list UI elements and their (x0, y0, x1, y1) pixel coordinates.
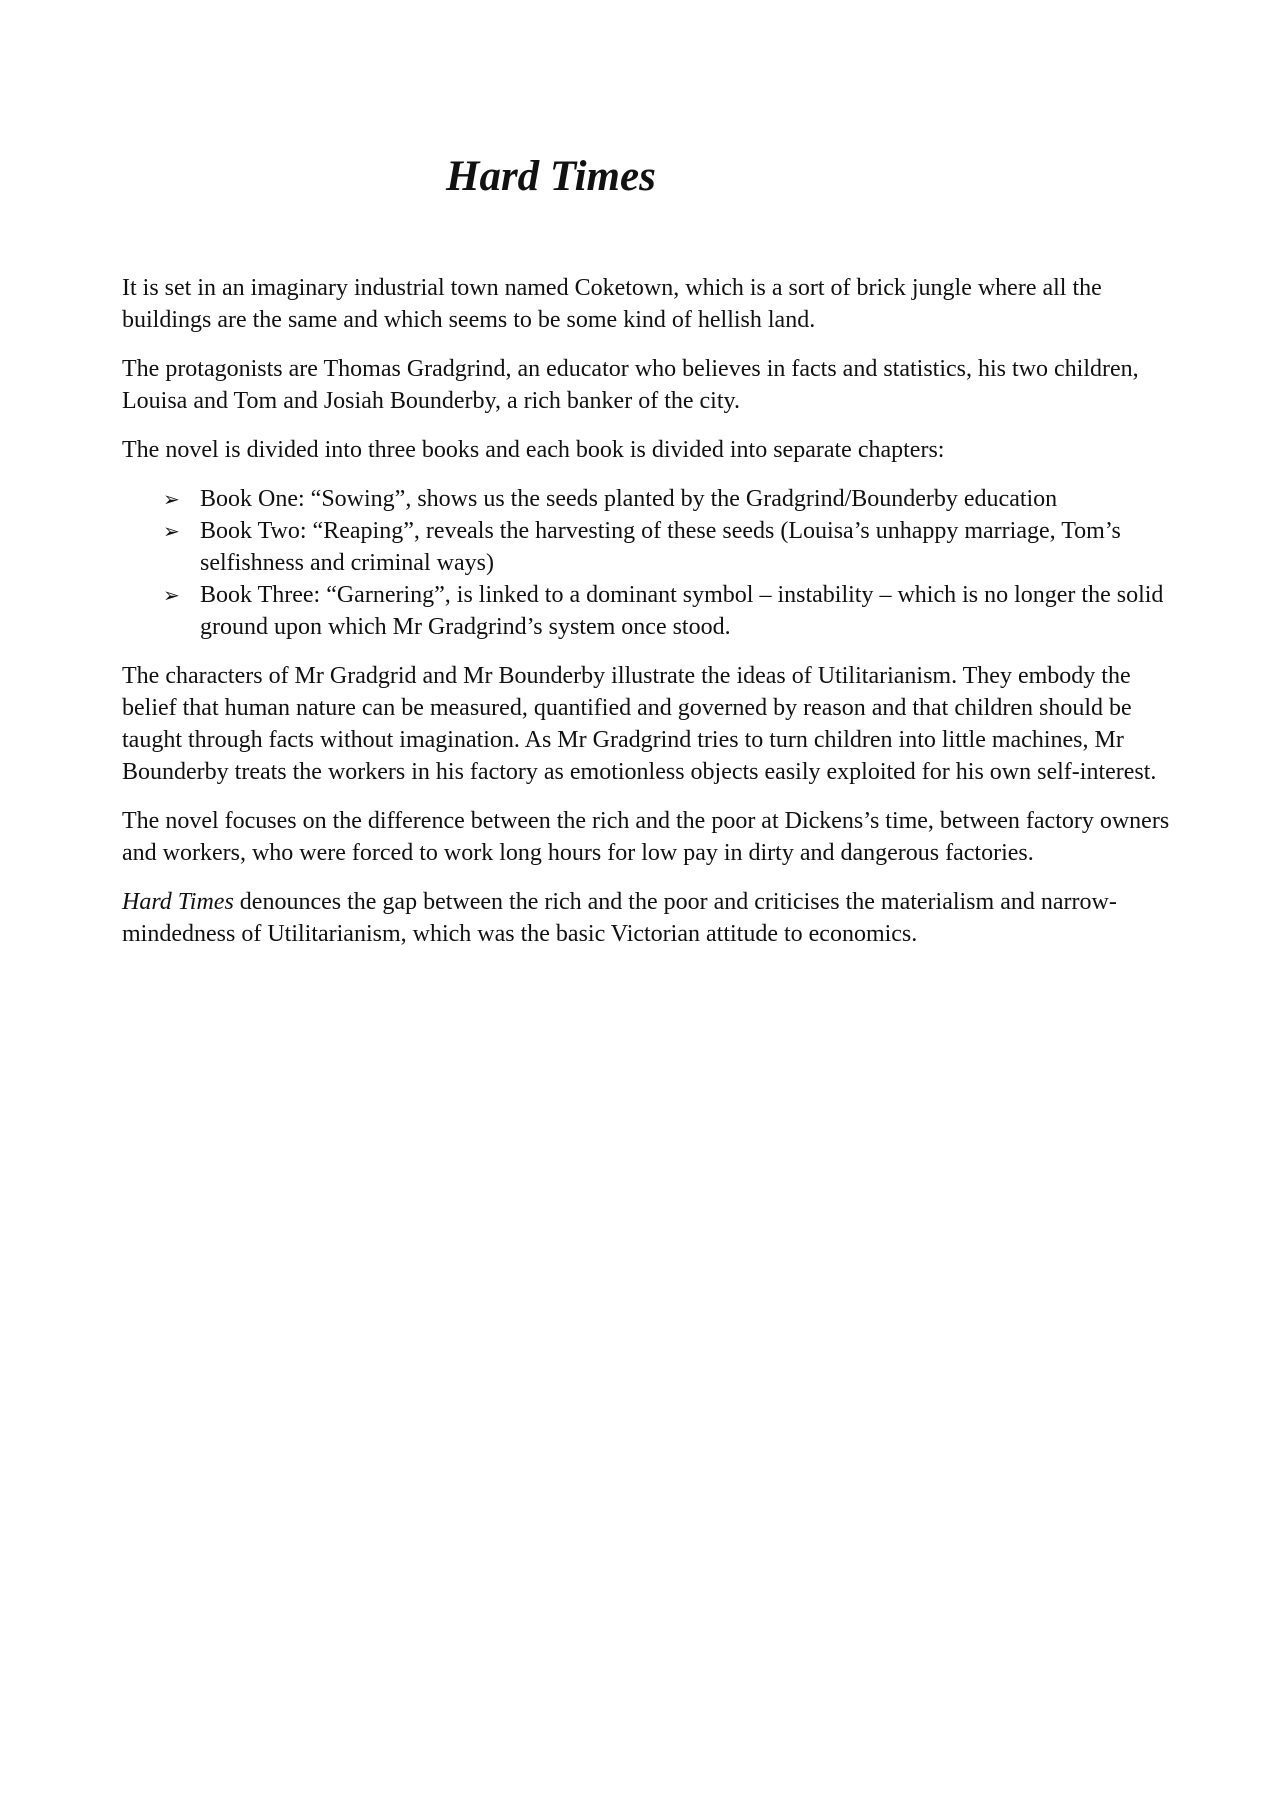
book-two-text: Book Two: “Reaping”, reveals the harvesting of these seeds (Louisa’s unhappy marriage, Tom’s selfishness and criminal ways) (200, 518, 1121, 576)
paragraph-utilitarianism: The characters of Mr Gradgrid and Mr Bounderby illustrate the ideas of Utilitarianism. They embody the belief that human nature can be measured, quantified and governed by reason and that children should be taught through facts without imagination. As Mr Gradgrind tries to turn children into little machines, Mr Bounderby treats the workers in his factory as emotionless objects easily exploited for his own self-interest. (122, 663, 1157, 785)
paragraph-structure: The novel is divided into three books and each book is divided into separate chapters: (122, 437, 945, 463)
novel-title-italic: Hard Times (122, 889, 234, 915)
page-title: Hard Times (446, 153, 656, 200)
paragraph-protagonists: The protagonists are Thomas Gradgrind, an educator who believes in facts and statistics, his two children, Louisa and Tom and Josiah Bounderby, a rich banker of the city. (122, 356, 1139, 414)
arrow-bullet-icon: ➢ (163, 487, 180, 511)
book-list (122, 483, 1172, 643)
book-one-text: Book One: “Sowing”, shows us the seeds planted by the Gradgrind/Bounderby education (200, 486, 1058, 512)
conclusion-text: denounces the gap between the rich and the poor and criticises the materialism and narrow- mindedness of Utilitarianism, which was the basic Victorian attitude to economics. (122, 889, 1117, 947)
list-item (163, 579, 1172, 643)
list-item (163, 483, 1172, 515)
book-three-text: Book Three: “Garnering”, is linked to a dominant symbol – instability – which is no longer the solid ground upon which Mr Gradgrind’s system once stood. (200, 582, 1164, 640)
paragraph-conclusion (122, 886, 1172, 950)
paragraph-setting: It is set in an imaginary industrial town named Coketown, which is a sort of brick jungle where all the buildings are the same and which seems to be some kind of hellish land. (122, 275, 1102, 333)
arrow-bullet-icon: ➢ (163, 519, 180, 543)
arrow-bullet-icon: ➢ (163, 583, 180, 607)
list-item (163, 515, 1172, 579)
document-body (122, 272, 1172, 967)
paragraph-rich-poor: The novel focuses on the difference between the rich and the poor at Dickens’s time, between factory owners and workers, who were forced to work long hours for low pay in dirty and dangerous factories. (122, 808, 1170, 866)
